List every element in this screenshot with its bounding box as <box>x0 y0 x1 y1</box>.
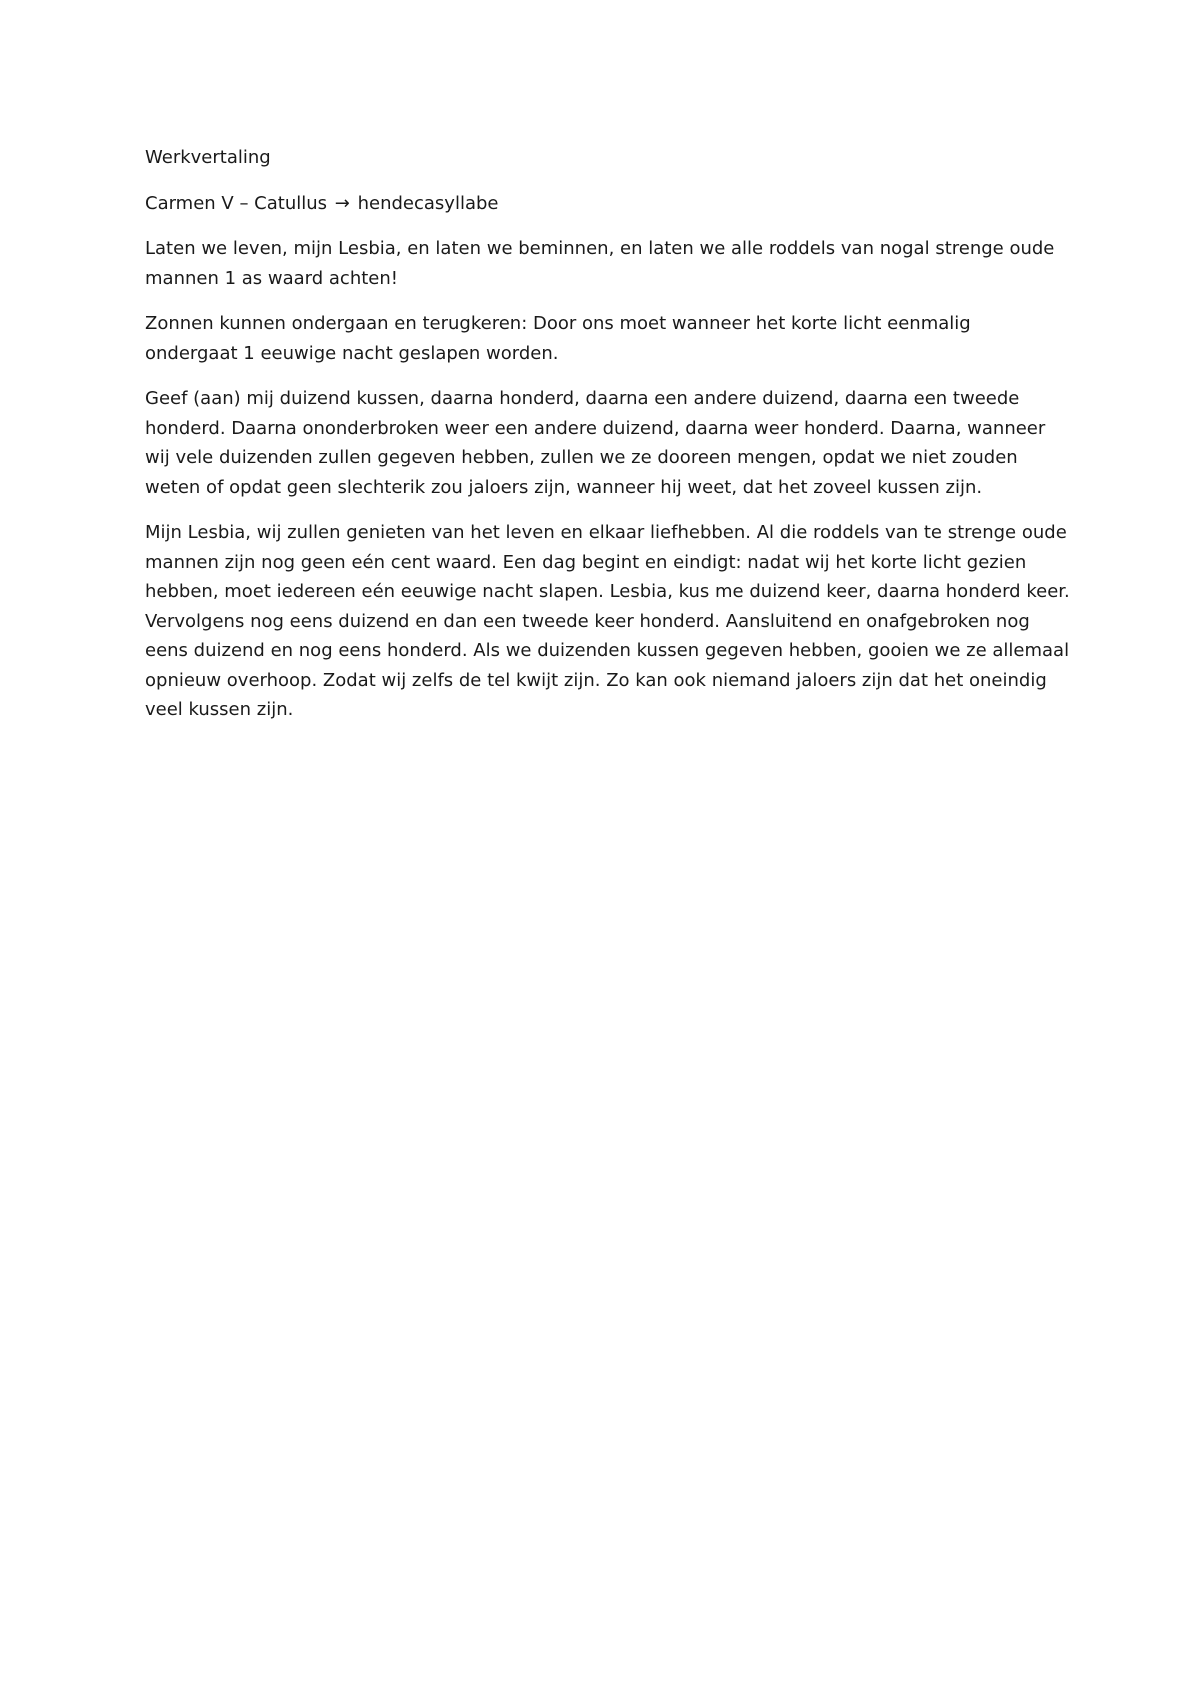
paragraph-line: weten of opdat geen slechterik zou jaloers zijn, wanneer hij weet, dat het zoveel kussen zijn. <box>145 476 983 498</box>
paragraph-4 <box>145 518 1070 725</box>
paragraph-3 <box>145 384 1050 502</box>
paragraph-line: Vervolgens nog eens duizend en dan een tweede keer honderd. Aansluitend en onafgebroken nog <box>145 610 1030 632</box>
paragraph-line: eens duizend en nog eens honderd. Als we duizenden kussen gegeven hebben, gooien we ze allemaal <box>145 640 1070 661</box>
paragraph-line: Laten we leven, mijn Lesbia, en laten we beminnen, en laten we alle roddels van nogal strenge oude <box>145 238 1055 259</box>
subtitle-meter: hendecasyllabe <box>357 192 499 214</box>
paragraph-line: mannen zijn nog geen eén cent waard. Een dag begint en eindigt: nadat wij het korte licht gezien <box>145 551 1027 573</box>
document-subtitle <box>145 189 1050 219</box>
paragraph-line: honderd. Daarna ononderbroken weer een andere duizend, daarna weer honderd. Daarna, wanneer <box>145 417 1046 439</box>
paragraph-line: opnieuw overhoop. Zodat wij zelfs de tel kwijt zijn. Zo kan ook niemand jaloers zijn dat het oneindig <box>145 669 1047 691</box>
paragraph-line: mannen 1 as waard achten! <box>145 267 398 289</box>
subtitle-text: Carmen V – Catullus <box>145 192 328 214</box>
paragraph-line: Geef (aan) mij duizend kussen, daarna honderd, daarna een andere duizend, daarna een tweede <box>145 388 1020 409</box>
paragraph-line: wij vele duizenden zullen gegeven hebben, zullen we ze dooreen mengen, opdat we niet zouden <box>145 447 1018 468</box>
paragraph-line: hebben, moet iedereen eén eeuwige nacht slapen. Lesbia, kus me duizend keer, daarna honderd keer. <box>145 581 1070 602</box>
paragraph-line: veel kussen zijn. <box>145 699 294 720</box>
arrow-right-icon: → <box>334 192 350 214</box>
paragraph-line: Zonnen kunnen ondergaan en terugkeren: Door ons moet wanneer het korte licht eenmalig <box>145 313 971 334</box>
paragraph-2 <box>145 309 1050 368</box>
paragraph-line: Mijn Lesbia, wij zullen genieten van het leven en elkaar liefhebben. Al die roddels van te strenge oude <box>145 522 1067 543</box>
document-title: Werkvertaling <box>145 147 271 168</box>
paragraph-line: ondergaat 1 eeuwige nacht geslapen worden. <box>145 342 559 364</box>
paragraph-1 <box>145 234 1055 293</box>
